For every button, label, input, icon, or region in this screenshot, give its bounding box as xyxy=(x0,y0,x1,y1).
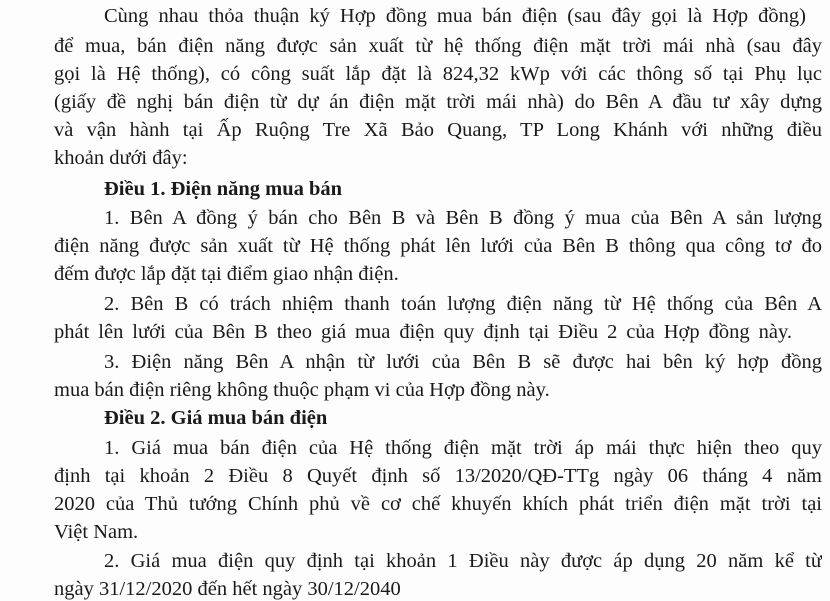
article-2-para-1-line: Việt Nam. xyxy=(54,521,139,543)
article-1-heading: Điều 1. Điện năng mua bán xyxy=(104,178,343,200)
article-1-para-2-line: 2. Bên B có trách nhiệm thanh toán lượng điện năng từ Hệ thống của Bên A xyxy=(104,293,822,315)
article-1-para-3-line: mua bán điện riêng không thuộc phạm vi của Hợp đồng này. xyxy=(54,379,550,401)
intro-line: để mua, bán điện năng được sản xuất từ hệ thống điện mặt trời mái nhà (sau đây xyxy=(54,35,822,57)
article-2-para-1-line: 2020 của Thủ tướng Chính phủ về cơ chế khuyến khích phát triển điện mặt trời tại xyxy=(54,493,822,515)
article-2-para-2-line: ngày 31/12/2020 đến hết ngày 30/12/2040 xyxy=(54,578,401,600)
article-2-para-1-line: định tại khoản 2 Điều 8 Quyết định số 13/2020/QĐ-TTg ngày 06 tháng 4 năm xyxy=(54,465,822,487)
intro-line: gọi là Hệ thống), có công suất lắp đặt là 824,32 kWp với các thông số tại Phụ lục xyxy=(54,63,822,85)
intro-line: (giấy đề nghị bán điện từ dự án điện mặt trời mái nhà) do Bên A đầu tư xây dựng xyxy=(54,91,822,113)
article-1-para-3-line: 3. Điện năng Bên A nhận từ lưới của Bên B sẽ được hai bên ký hợp đồng xyxy=(104,351,822,373)
intro-line: và vận hành tại Ấp Ruộng Tre Xã Bảo Quang, TP Long Khánh với những điều xyxy=(54,119,822,141)
article-2-para-1-line: 1. Giá mua bán điện của Hệ thống điện mặt trời áp mái thực hiện theo quy xyxy=(104,437,822,459)
article-2-heading: Điều 2. Giá mua bán điện xyxy=(104,407,328,429)
article-1-para-1-line: điện năng được sản xuất từ Hệ thống phát lên lưới của Bên B thông qua công tơ đo xyxy=(54,235,822,257)
article-1-para-1-line: 1. Bên A đồng ý bán cho Bên B và Bên B đồng ý mua của Bên A sản lượng xyxy=(104,207,822,229)
article-1-para-1-line: đếm được lắp đặt tại điểm giao nhận điện. xyxy=(54,263,399,285)
intro-line: khoản dưới đây: xyxy=(54,147,188,169)
intro-line: Cùng nhau thỏa thuận ký Hợp đồng mua bán điện (sau đây gọi là Hợp đồng) xyxy=(104,5,806,27)
article-2-para-2-line: 2. Giá mua điện quy định tại khoản 1 Điều này được áp dụng 20 năm kể từ xyxy=(104,550,822,572)
article-1-para-2-line: phát lên lưới của Bên B theo giá mua điện quy định tại Điều 2 của Hợp đồng này. xyxy=(54,321,792,343)
